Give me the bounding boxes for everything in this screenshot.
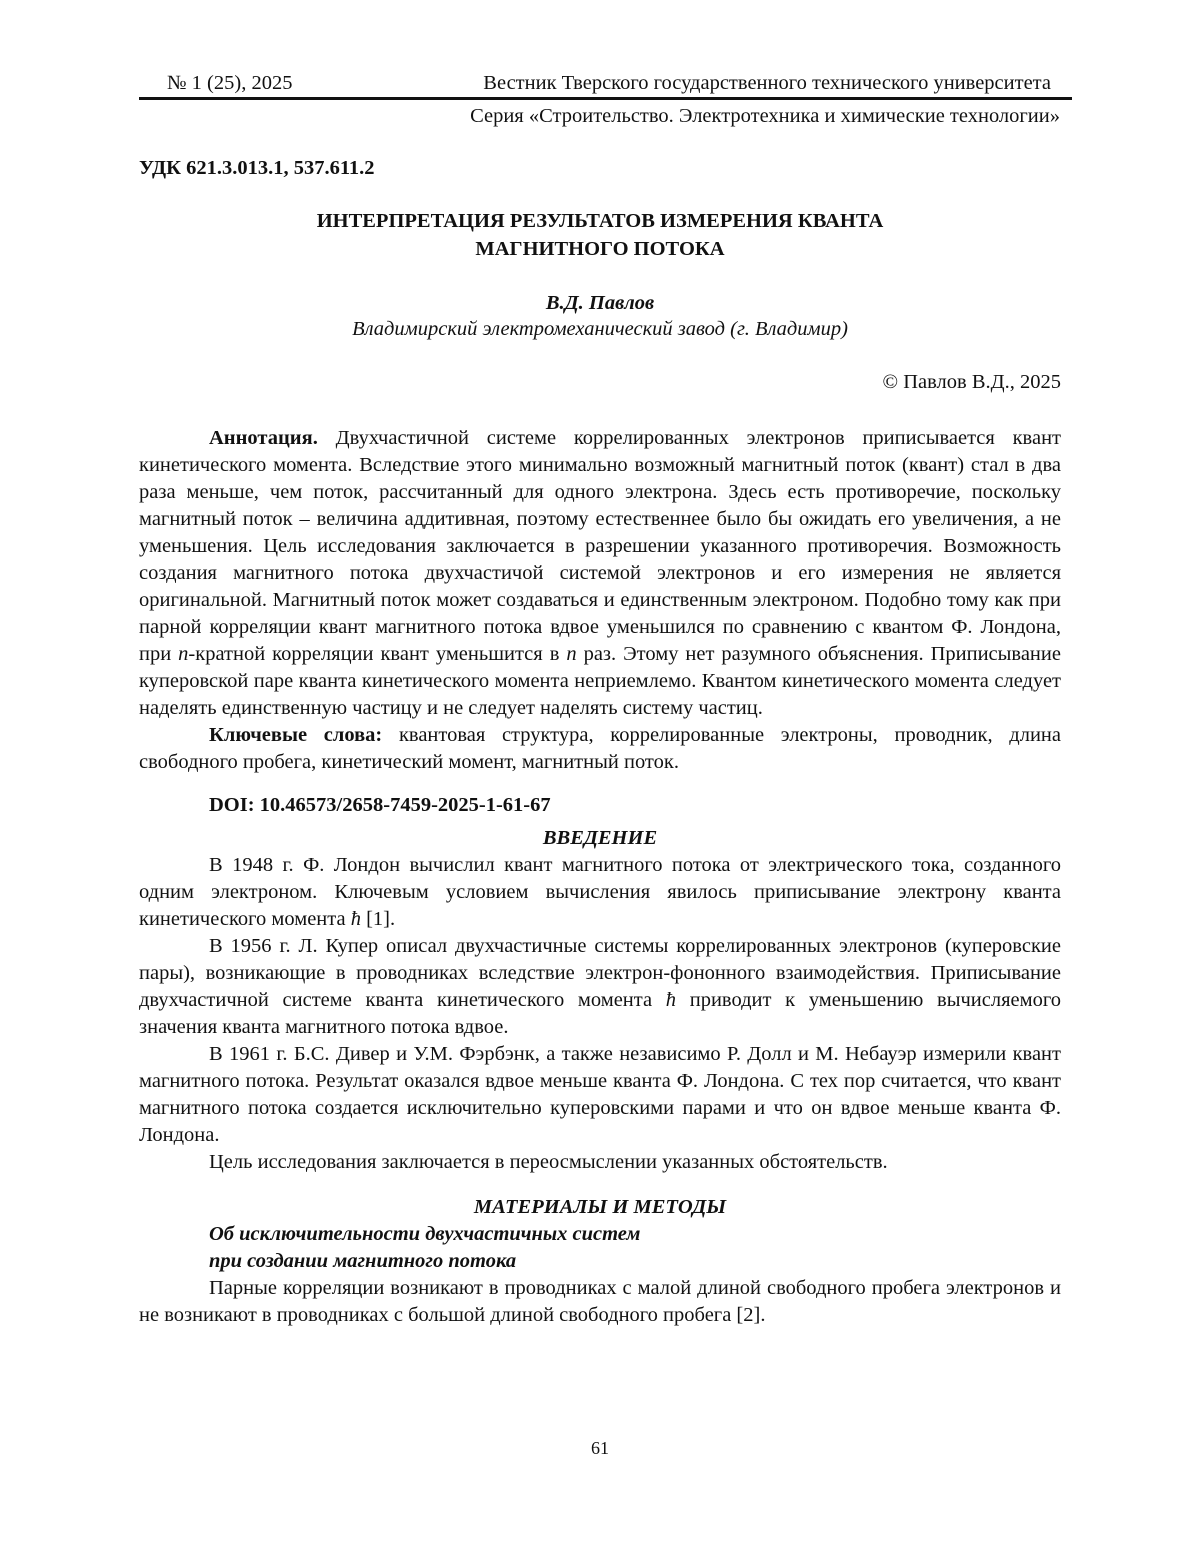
hbar-symbol: ħ <box>665 989 677 1011</box>
subsection-title-line-1: Об исключительности двухчастичных систем <box>209 1223 641 1245</box>
section-title-methods: МАТЕРИАЛЫ И МЕТОДЫ <box>473 1196 727 1218</box>
issue-number: № 1 (25), 2025 <box>167 72 293 94</box>
title-line-2: МАГНИТНОГО ПОТОКА <box>475 238 725 260</box>
intro-paragraph-4: Цель исследования заключается в переосмыслении указанных обстоятельств. <box>209 1151 888 1173</box>
intro-paragraph-2: В 1956 г. Л. Купер описал двухчастичные системы коррелированных электронов (куперовские пары), возникающие в проводниках вследствие электрон-фононного взаимодействия. Приписывание двухчастичной системе кванта кинетического момента ħ приводит к уменьшению вычисляемого значения кванта магнитного потока вдвое. <box>139 935 1061 1038</box>
author-affiliation: Владимирский электромеханический завод (г. Владимир) <box>352 318 848 340</box>
author-name: В.Д. Павлов <box>545 292 655 314</box>
page-number: 61 <box>591 1438 609 1458</box>
header-rule <box>139 97 1072 100</box>
udk-code: УДК 621.3.013.1, 537.611.2 <box>139 157 375 179</box>
title-line-1: ИНТЕРПРЕТАЦИЯ РЕЗУЛЬТАТОВ ИЗМЕРЕНИЯ КВАНТА <box>316 210 884 232</box>
keywords-label: Ключевые слова: <box>209 724 383 746</box>
copyright-notice: © Павлов В.Д., 2025 <box>882 371 1061 393</box>
running-header <box>139 70 1061 96</box>
doi[interactable]: DOI: 10.46573/2658-7459-2025-1-61-67 <box>209 794 551 816</box>
hbar-symbol: ħ <box>350 908 361 930</box>
abstract-label: Аннотация. <box>209 427 318 449</box>
abstract: Аннотация. Двухчастичной системе коррелированных электронов приписывается квант кинетического момента. Вследствие этого минимально возможный магнитный поток (квант) стал в два раза меньше, чем поток, рассчитанный для одного электрона. Здесь есть противоречие, поскольку магнитный поток – величина аддитивная, поэтому естественнее было бы ожидать его увеличения, а не уменьшения. Цель исследования заключается в разрешении указанного противоречия. Возможность создания магнитного потока двухчастичой системой электронов и его измерения не является оригинальной. Магнитный поток может создаваться и единственным электроном. Подобно тому как при парной корреляции квант магнитного потока вдвое уменьшился по сравнению с квантом Ф. Лондона, при n-кратной корреляции квант уменьшится в n раз. Этому нет разумного объяснения. Приписывание куперовской паре кванта кинетического момента неприемлемо. Квантом кинетического момента следует наделять единственную частицу и не следует наделять систему частиц. <box>139 427 1061 719</box>
article-title <box>139 207 1061 263</box>
intro-paragraph-3: В 1961 г. Б.С. Дивер и У.М. Фэрбэнк, а также независимо Р. Долл и М. Небауэр измерили квант магнитного потока. Результат оказался вдвое меньше кванта Ф. Лондона. С тех пор считается, что квант магнитного потока создается исключительно куперовскими парами и что он вдвое меньше кванта Ф. Лондона. <box>139 1043 1061 1146</box>
section-title-intro: ВВЕДЕНИЕ <box>542 827 658 849</box>
subsection-title-line-2: при создании магнитного потока <box>209 1250 517 1272</box>
intro-paragraph-1: В 1948 г. Ф. Лондон вычислил квант магнитного потока от электрического тока, созданного одним электроном. Ключевым условием вычисления явилось приписывание электрону кванта кинетического момента ħ [1]. <box>139 854 1061 930</box>
methods-paragraph-1: Парные корреляции возникают в проводниках с малой длиной свободного пробега электронов и не возникают в проводниках с большой длиной свободного пробега [2]. <box>139 1277 1061 1326</box>
keywords: Ключевые слова: квантовая структура, коррелированные электроны, проводник, длина свободного пробега, кинетический момент, магнитный поток. <box>139 724 1061 773</box>
article-body <box>139 425 1061 1329</box>
journal-series: Серия «Строительство. Электротехника и химические технологии» <box>470 105 1060 127</box>
journal-title: Вестник Тверского государственного технического университета <box>483 72 1051 94</box>
